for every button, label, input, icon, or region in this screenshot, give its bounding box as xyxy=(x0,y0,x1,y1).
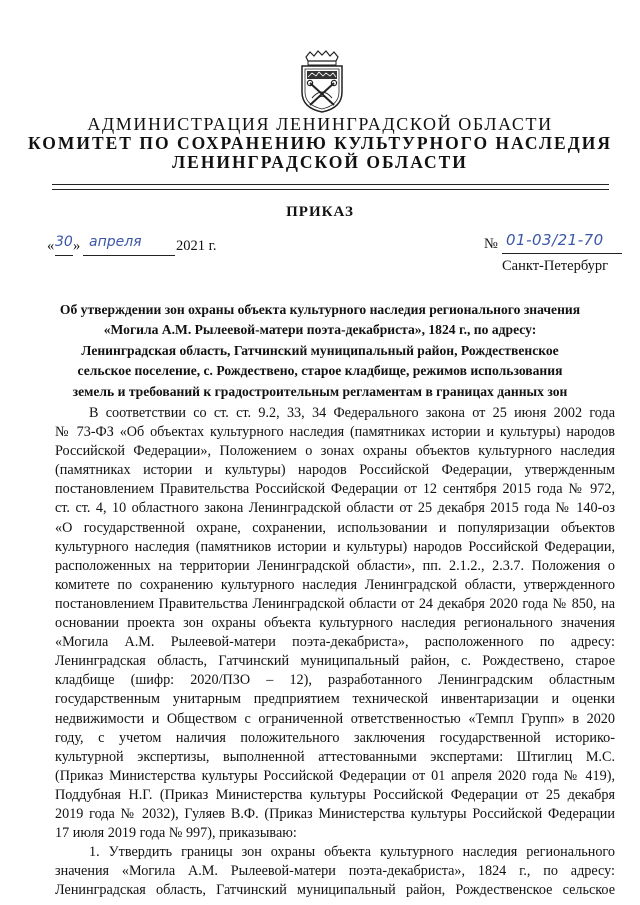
body-line: № 73-ФЗ «Об объектах культурного наследия (памятниках истории и культуры) народов xyxy=(55,424,615,441)
body-line: значения «Могила А.М. Рылеевой-матери поэта-декабриста», 1824 г., по адресу: xyxy=(55,863,615,880)
body-line: (Приказ Министерства культуры Российской Федерации от 01 апреля 2020 года № 419), xyxy=(55,767,615,784)
body-line: В соответствии со ст. ст. 9.2, 33, 34 Федерального закона от 25 июня 2002 года xyxy=(89,405,615,421)
subject-line: Ленинградская область, Гатчинский муниципальный район, Рождественское xyxy=(81,342,559,358)
body-line: 1. Утвердить границы зон охраны объекта культурного наследия регионального xyxy=(89,844,615,861)
date-year: 2021 г. xyxy=(176,238,217,254)
subject-line: сельское поселение, с. Рождествено, старое кладбище, режимов использования xyxy=(77,363,563,379)
org-name-line-3: ЛЕНИНГРАДСКОЙ ОБЛАСТИ xyxy=(172,152,468,172)
date-day-underline xyxy=(55,255,73,256)
order-number xyxy=(484,230,624,256)
header-divider-top xyxy=(52,184,609,185)
date-open-quote: « xyxy=(47,238,55,254)
header-divider-bottom xyxy=(52,189,609,190)
date-month-handwritten: апреля xyxy=(89,234,142,250)
order-number-handwritten: 01-03/21-70 xyxy=(506,231,604,249)
body-line: Российской Федерации», Положением о зонах охраны объектов культурного наследия xyxy=(55,443,615,460)
body-line: расположенных на территории Ленинградской области», пп. 2.1.2., 2.3.7. Положения о xyxy=(55,557,615,574)
body-line: ст. ст. 4, 10 областного закона Ленинградской области от 25 декабря 2015 года № 140-оз xyxy=(55,500,615,517)
body-line: недвижимости и Обществом с ограниченной ответственностью «Темпл Групп» в 2020 xyxy=(55,710,615,727)
body-line: постановлением Правительства Российской Федерации от 12 сентября 2015 года № 972, xyxy=(55,481,615,498)
body-line: государственным унитарным предприятием технической инвентаризации и оценки xyxy=(55,691,615,708)
body-line: Ленинградская область, Гатчинский муниципальный район, с. Рождествено, старое xyxy=(55,653,615,670)
org-name-line-1: АДМИНИСТРАЦИЯ ЛЕНИНГРАДСКОЙ ОБЛАСТИ xyxy=(87,114,553,134)
date-close-quote: » xyxy=(73,238,81,254)
body-line: 17 июля 2019 года № 997), приказываю: xyxy=(55,825,297,842)
body-line: «Могила А.М. Рылеевой-матери поэта-декабриста», расположенного по адресу: xyxy=(55,634,615,651)
body-line: 2019 года № 2032), Гуляев В.Ф. (Приказ Министерства культуры Российской Федерации xyxy=(55,805,615,822)
body-line: Поддубная Н.Г. (Приказ Министерства культуры Российской Федерации от 25 декабря xyxy=(55,786,615,803)
date-month-underline xyxy=(83,255,175,256)
number-sign: № xyxy=(484,236,498,252)
order-date xyxy=(47,234,247,256)
subject-line: земель и требований к градостроительным регламентам в границах данных зон xyxy=(72,383,568,399)
order-subject xyxy=(20,300,620,402)
body-line: основании проекта зон охраны объекта культурного наследия регионального значения xyxy=(55,615,615,632)
body-line: (памятниках истории и культуры) народов Российской Федерации, утвержденным xyxy=(55,462,615,479)
order-body xyxy=(55,404,615,900)
body-line: культурной экспертизы, выполненной аттестованными экспертами: Штиглиц М.С. xyxy=(55,748,615,765)
coat-of-arms-emblem xyxy=(298,50,346,114)
body-line: комитете по сохранению культурного наследия Ленинградской области, утвержденного xyxy=(55,576,615,593)
date-day-handwritten: 30 xyxy=(55,234,73,250)
body-line: году, с учетом наличия положительного заключения государственной историко- xyxy=(55,729,615,746)
subject-line: Об утверждении зон охраны объекта культурного наследия регионального значения xyxy=(59,302,581,317)
body-line: кладбище (шифр: 2020/ПЗО – 12), разработанного Ленинградским областным xyxy=(55,672,615,689)
body-line: «О государственной охране, сохранении, использовании и популяризации объектов xyxy=(55,519,615,536)
subject-line: «Могила А.М. Рылеевой-матери поэта-декабриста», 1824 г., по адресу: xyxy=(103,322,537,338)
city-name: Санкт-Петербург xyxy=(502,258,609,274)
org-name-line-2: КОМИТЕТ ПО СОХРАНЕНИЮ КУЛЬТУРНОГО НАСЛЕДИЯ xyxy=(27,133,613,153)
body-line: постановлением Правительства Ленинградской области от 24 декабря 2020 года № 850, на xyxy=(55,595,615,612)
order-title: ПРИКАЗ xyxy=(286,204,354,220)
number-underline xyxy=(502,253,622,254)
body-line: Ленинградская область, Гатчинский муниципальный район, Рождественское сельское xyxy=(55,882,615,899)
body-line: культурного наследия (памятников истории и культуры) народов Российской Федерации, xyxy=(55,538,615,555)
